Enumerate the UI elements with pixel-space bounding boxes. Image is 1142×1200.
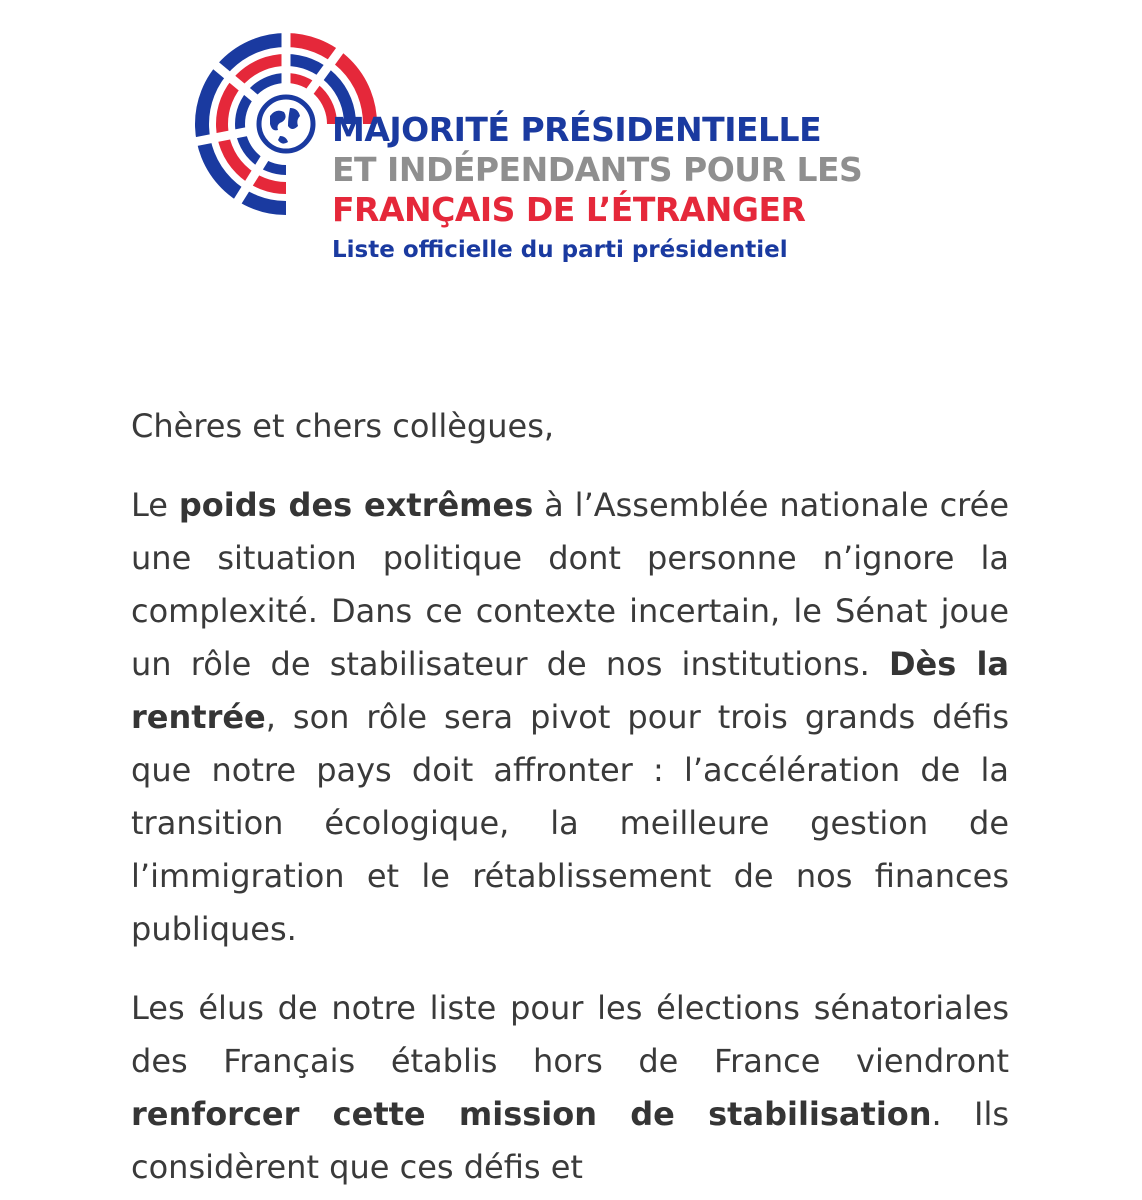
letter-paragraph-2 [131, 982, 1009, 1194]
party-logo [186, 24, 946, 284]
p2-text-1: Les élus de notre liste pour les élections sénatoriales des Français établis hors de France viendront [131, 989, 1009, 1080]
p1-bold-1: poids des extrêmes [178, 486, 534, 524]
logo-line-majorite: MAJORITÉ PRÉSIDENTIELLE [332, 110, 822, 149]
p2-bold-1: renforcer cette mission de stabilisation [131, 1095, 932, 1133]
logo-tagline: Liste officielle du parti présidentiel [332, 237, 788, 263]
p1-text-1: Le [131, 486, 179, 524]
letter-body [131, 400, 1009, 1200]
letter-paragraph-1 [131, 479, 1009, 956]
logo-line-francais: FRANÇAIS DE L’ÉTRANGER [332, 190, 806, 229]
p2-text-2: . Ils considèrent que ces défis et [131, 1095, 1009, 1186]
p1-text-2: à l’Assemblée nationale crée une situation politique dont personne n’ignore la complexité. Dans ce contexte incertain, le Sénat joue un rôle de stabilisateur de nos institutions. [131, 486, 1010, 683]
p1-bold-2: Dès la rentrée [131, 645, 1010, 736]
logo-wordmark [332, 110, 862, 268]
p1-text-3: , son rôle sera pivot pour trois grands défis que notre pays doit affronter : l’accélération de la transition écologique, la meilleure gestion de l’immigration et le rétablissement de nos finances publiques. [131, 698, 1009, 948]
logo-line-independants: ET INDÉPENDANTS POUR LES [332, 150, 863, 189]
letter-greeting: Chères et chers collègues, [131, 407, 555, 445]
